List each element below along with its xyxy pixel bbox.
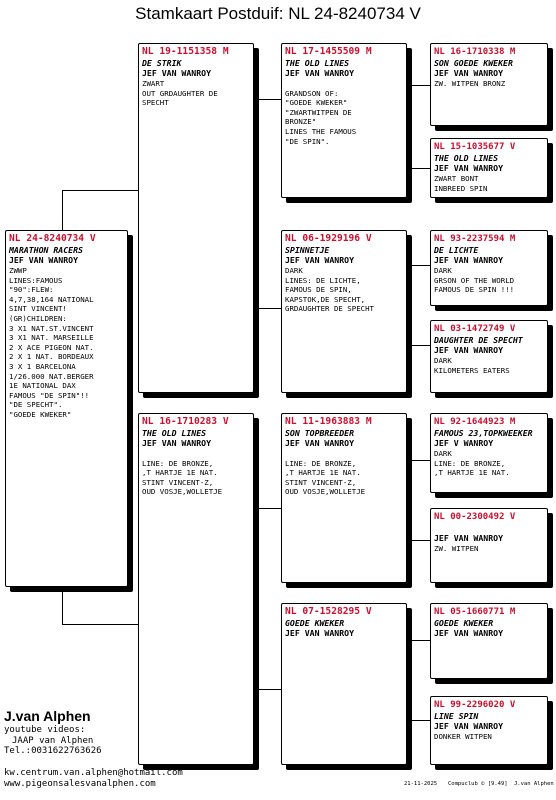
- info-line: ZWWP: [9, 266, 27, 275]
- pigeon-name: GOEDE KWEKER: [434, 618, 494, 628]
- info-line: OUT GRDAUGHTER DE: [142, 88, 218, 98]
- pigeon-name: GOEDE KWEKER: [285, 618, 345, 628]
- info-line: DARK: [434, 356, 452, 365]
- info-line: "ZWARTWITPEN DE: [285, 107, 352, 117]
- pigeon-name: THE OLD LINES: [142, 428, 207, 438]
- connector-line: [407, 460, 430, 461]
- info-line: "90":FLEW:: [9, 285, 54, 295]
- info-line: OUD VOSJE,WOLLETJE: [142, 487, 223, 497]
- ring-number: NL 00-2300492 V: [434, 512, 516, 522]
- pigeon-name: THE OLD LINES: [434, 153, 499, 163]
- pigeon-name: SPINNETJE: [285, 245, 330, 255]
- owner-email[interactable]: kw.centrum.van.alphen@hotmail.com: [4, 768, 183, 778]
- pigeon-card-mm: [281, 603, 407, 765]
- pigeon-card-mfm: [430, 508, 548, 583]
- info-line: [285, 449, 403, 459]
- pigeon-card-mmf: [430, 603, 548, 679]
- info-line: 4,7,38,164 NATIONAL: [9, 294, 94, 304]
- page-title: Stamkaart Postduif: NL 24-8240734 V: [135, 4, 421, 23]
- connector-line: [254, 308, 281, 309]
- info-line: "GOEDE KWEKER": [285, 98, 348, 108]
- pigeon-card-ffm: [430, 138, 548, 198]
- info-line: 1E NATIONAL DAX: [9, 381, 76, 391]
- info-line: LINE: DE BRONZE,: [285, 458, 357, 468]
- info-line: STINT VINCENT-Z,: [285, 477, 357, 487]
- info-line: LINES: DE LICHTE,: [285, 275, 361, 285]
- info-line: [142, 449, 250, 459]
- breeder-name: JEF VAN WANROY: [434, 163, 504, 173]
- info-line: BRONZE": [285, 117, 317, 127]
- pigeon-card-ff: [281, 43, 407, 198]
- ring-number: NL 99-2296020 V: [434, 700, 516, 710]
- ring-number: NL 16-1710338 M: [434, 47, 516, 57]
- connector-line: [62, 190, 138, 191]
- info-line: (GR)CHILDREN:: [9, 313, 67, 323]
- breeder-name: JEF VAN WANROY: [142, 438, 212, 448]
- info-line: DARK: [285, 266, 303, 275]
- connector-line: [407, 345, 430, 346]
- info-line: ,T HARTJE 1E NAT.: [285, 468, 361, 478]
- connector-line: [254, 689, 281, 690]
- info-line: ZW. WITPEN: [434, 544, 479, 553]
- owner-website[interactable]: www.pigeonsalesvanalphen.com: [4, 779, 156, 789]
- info-line: ZWART BONT: [434, 174, 479, 183]
- info-line: LINE: DE BRONZE,: [434, 458, 506, 468]
- ring-number: NL 06-1929196 V: [285, 233, 372, 244]
- pigeon-card-mf: [281, 413, 407, 583]
- info-line: "DE SPECHT".: [9, 400, 63, 410]
- pigeon-card-fm: [281, 230, 407, 393]
- pigeon-name: THE OLD LINES: [285, 58, 350, 68]
- ring-number: NL 05-1660771 M: [434, 607, 516, 617]
- connector-line: [407, 168, 430, 169]
- pigeon-card-fmf: [430, 230, 548, 306]
- info-line: GRDAUGHTER DE SPECHT: [285, 304, 374, 314]
- pigeon-card-fff: [430, 43, 548, 126]
- pigeon-card-mmm: [430, 696, 548, 765]
- connector-line: [62, 624, 138, 625]
- pigeon-card-mff: [430, 413, 548, 493]
- owner-name: J.van Alphen: [4, 708, 91, 724]
- info-line: DARK: [434, 266, 452, 275]
- connector-line: [407, 720, 430, 721]
- pigeon-name: SON TOPBREEDER: [285, 428, 355, 438]
- connector-line: [407, 640, 430, 641]
- info-line: ZWART: [142, 79, 165, 88]
- info-line: 2 X 1 NAT. BORDEAUX: [9, 352, 94, 362]
- info-line: SINT VINCENT!: [9, 304, 67, 314]
- breeder-name: JEF VAN WANROY: [285, 438, 355, 448]
- pigeon-name: DAUGHTER DE SPECHT: [434, 335, 523, 345]
- ring-number: NL 16-1710283 V: [142, 416, 229, 427]
- breeder-name: JEF V WANROY: [434, 438, 494, 448]
- breeder-name: JEF VAN WANROY: [434, 533, 504, 543]
- info-line: "GOEDE KWEKER": [9, 409, 72, 419]
- breeder-name: JEF VAN WANROY: [434, 345, 504, 355]
- ring-number: NL 92-1644923 M: [434, 417, 516, 427]
- info-line: 3 X 1 BARCELONA: [9, 361, 76, 371]
- info-line: GRSON OF THE WORLD: [434, 275, 515, 285]
- ring-number: NL 24-8240734 V: [9, 233, 96, 244]
- info-line: "DE SPIN".: [285, 136, 330, 146]
- info-line: DARK: [434, 449, 452, 458]
- info-line: LINE: DE BRONZE,: [142, 458, 214, 468]
- pigeon-card-main: [5, 230, 128, 587]
- breeder-name: JEF VAN WANROY: [434, 255, 504, 265]
- youtube-channel: JAAP van Alphen: [12, 736, 94, 746]
- info-line: FAMOUS DE SPIN,: [285, 285, 352, 295]
- owner-phone: Tel.:0031622763626: [4, 746, 102, 756]
- pigeon-card-mother: [138, 413, 254, 765]
- info-line: ,T HARTJE 1E NAT.: [142, 468, 218, 478]
- info-line: ,T HARTJE 1E NAT.: [434, 468, 510, 478]
- ring-number: NL 03-1472749 V: [434, 324, 516, 334]
- pigeon-card-fmm: [430, 320, 548, 393]
- info-line: LINES THE FAMOUS: [285, 126, 357, 136]
- pigeon-name: [434, 523, 544, 533]
- info-line: 2 X ACE PIGEON NAT.: [9, 342, 94, 352]
- info-line: FAMOUS DE SPIN !!!: [434, 285, 515, 295]
- info-line: OUD VOSJE,WOLLETJE: [285, 487, 366, 497]
- breeder-name: JEF VAN WANROY: [285, 255, 355, 265]
- info-line: STINT VINCENT-Z,: [142, 477, 214, 487]
- connector-line: [407, 85, 430, 86]
- connector-line: [62, 190, 63, 230]
- info-line: KILOMETERS EATERS: [434, 365, 510, 375]
- ring-number: NL 15-1035677 V: [434, 142, 516, 152]
- breeder-name: JEF VAN WANROY: [9, 255, 79, 265]
- pigeon-name: SON GOEDE KWEKER: [434, 58, 513, 68]
- ring-number: NL 17-1455509 M: [285, 46, 372, 57]
- connector-line: [254, 508, 281, 509]
- connector-line: [254, 99, 281, 100]
- info-line: KAPSTOK,DE SPECHT,: [285, 294, 366, 304]
- info-line: 3 X1 NAT.ST.VINCENT: [9, 323, 94, 333]
- breeder-name: JEF VAN WANROY: [285, 628, 355, 638]
- info-line: INBREED SPIN: [434, 183, 488, 193]
- ring-number: NL 11-1963883 M: [285, 416, 372, 427]
- info-line: 1/26.000 NAT.BERGER: [9, 371, 94, 381]
- pigeon-name: MARATHON RACERS: [9, 245, 83, 255]
- ring-number: NL 93-2237594 M: [434, 234, 516, 244]
- ring-number: NL 19-1151358 M: [142, 46, 229, 57]
- info-line: GRANDSON OF:: [285, 88, 339, 98]
- info-line: 3 X1 NAT. MARSEILLE: [9, 333, 94, 343]
- ring-number: NL 07-1528295 V: [285, 606, 372, 617]
- info-line: FAMOUS "DE SPIN"!!: [9, 390, 90, 400]
- connector-line: [62, 587, 63, 624]
- connector-line: [407, 540, 430, 541]
- pigeon-name: DE LICHTE: [434, 245, 479, 255]
- breeder-name: JEF VAN WANROY: [285, 68, 355, 78]
- breeder-name: JEF VAN WANROY: [434, 628, 504, 638]
- connector-line: [407, 265, 430, 266]
- pigeon-name: DE STRIK: [142, 58, 182, 68]
- pigeon-name: LINE SPIN: [434, 711, 479, 721]
- info-line: ZW. WITPEN BRONZ: [434, 79, 506, 88]
- youtube-label: youtube videos:: [4, 725, 86, 735]
- pigeon-card-father: [138, 43, 254, 393]
- breeder-name: JEF VAN WANROY: [142, 68, 212, 78]
- info-line: LINES:FAMOUS: [9, 275, 63, 285]
- info-line: SPECHT: [142, 98, 169, 108]
- pigeon-name: FAMOUS 23,TOPKWEEKER: [434, 428, 533, 438]
- print-software: Compuclub © [9.49]: [448, 781, 508, 787]
- print-date: 21-11-2025: [404, 781, 438, 787]
- print-author: J.van Alphen: [514, 781, 554, 787]
- info-line: DONKER WITPEN: [434, 732, 492, 741]
- breeder-name: JEF VAN WANROY: [434, 721, 504, 731]
- info-line: [285, 79, 403, 89]
- breeder-name: JEF VAN WANROY: [434, 68, 504, 78]
